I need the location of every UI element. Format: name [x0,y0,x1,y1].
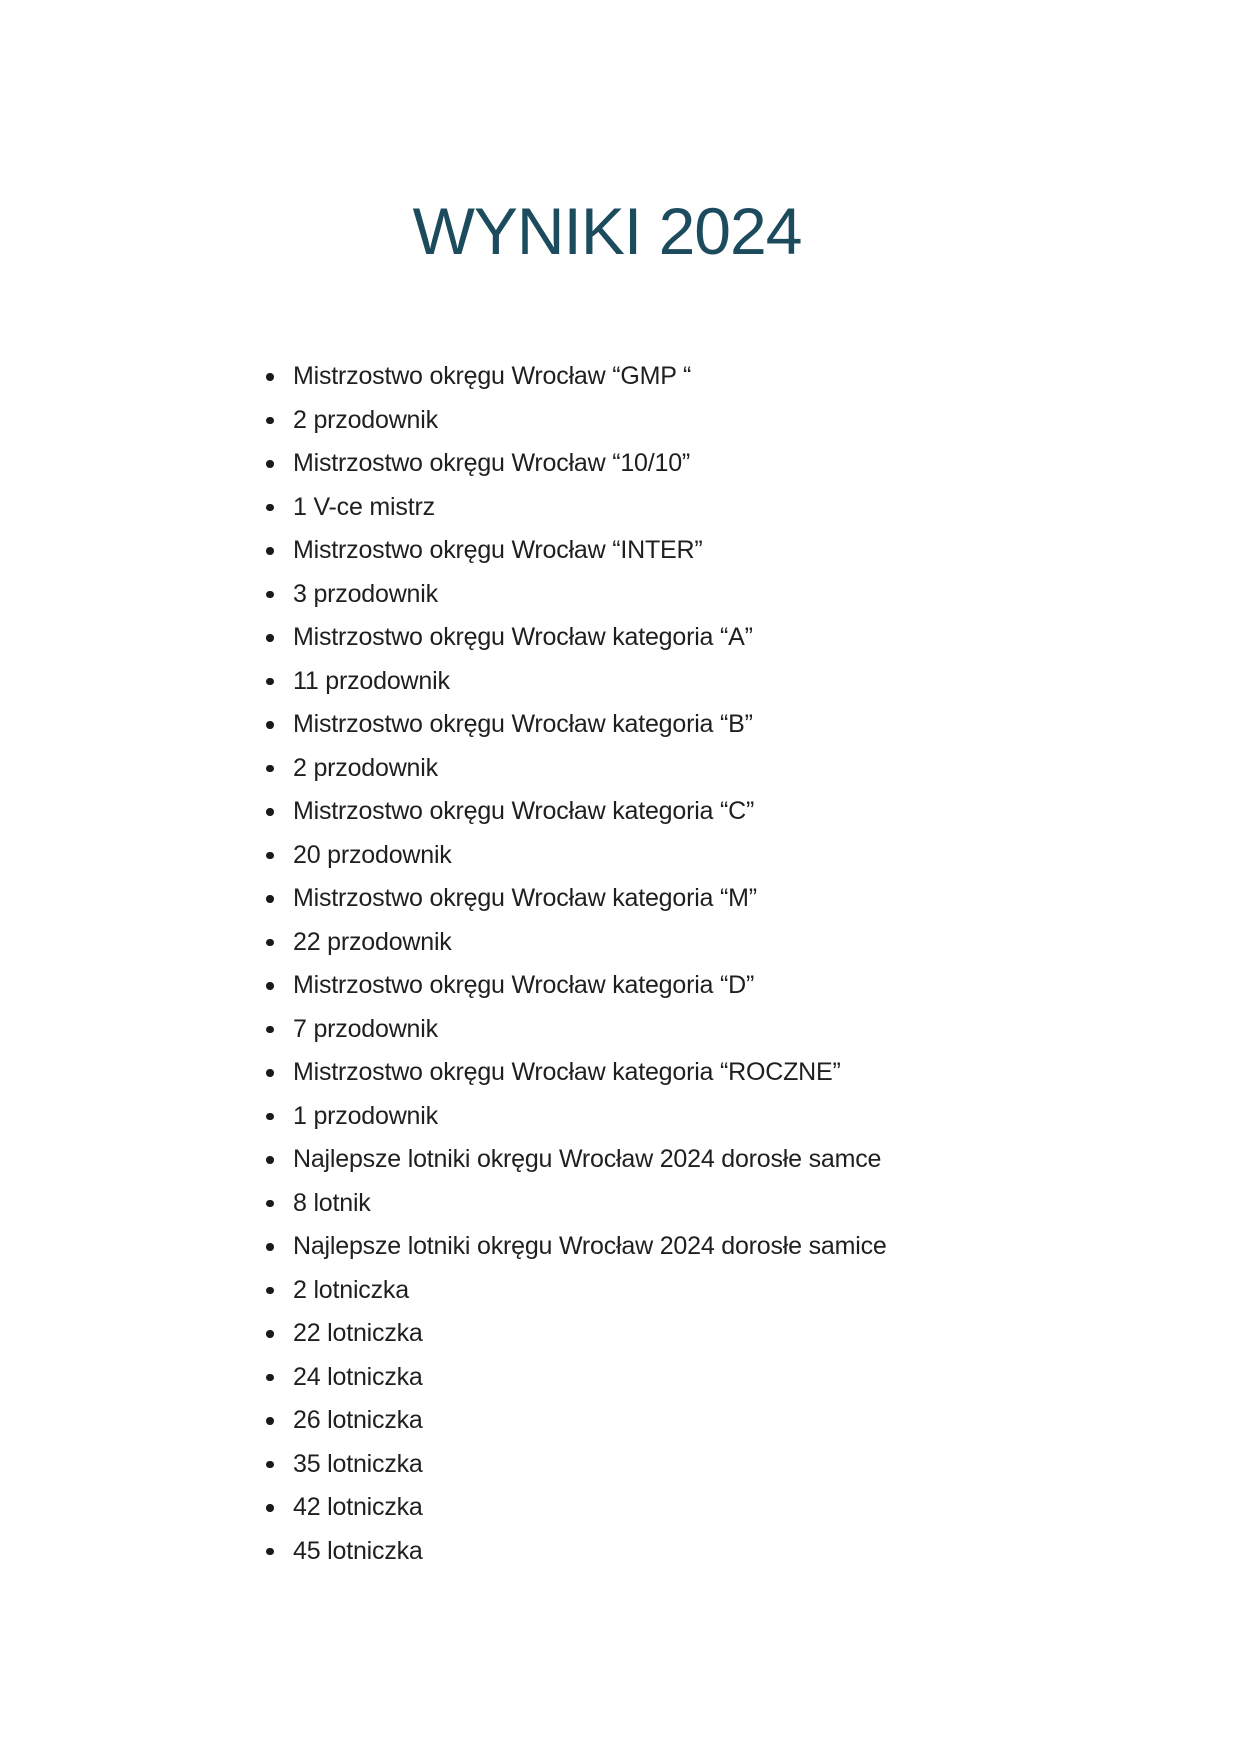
list-item-text: 20 przodownik [293,840,452,869]
bullet-icon [266,1069,274,1077]
list-item-text: 22 przodownik [293,927,452,956]
list-item-text: 35 lotniczka [293,1449,423,1478]
bullet-icon [266,1330,274,1338]
list-item [266,1051,1126,1095]
list-item [266,1312,1126,1356]
list-item [266,1399,1126,1443]
bullet-icon [266,765,274,773]
bullet-icon [266,460,274,468]
bullet-icon [266,1243,274,1251]
bullet-icon [266,808,274,816]
list-item-text: Mistrzostwo okręgu Wrocław “GMP “ [293,362,692,390]
list-item-text: Mistrzostwo okręgu Wrocław kategoria “B” [293,710,753,738]
list-item-text: 45 lotniczka [293,1536,423,1565]
bullet-icon [266,1200,274,1208]
bullet-icon [266,721,274,729]
results-list [266,355,1126,1573]
bullet-icon [266,1417,274,1425]
bullet-icon [266,373,274,381]
list-item [266,529,1126,573]
bullet-icon [266,1548,274,1556]
list-item [266,1008,1126,1052]
list-item-text: 11 przodownik [293,666,450,695]
bullet-icon [266,939,274,947]
list-item [266,1269,1126,1313]
list-item [266,1486,1126,1530]
list-item [266,790,1126,834]
list-item [266,399,1126,443]
bullet-icon [266,1374,274,1382]
page-title: WYNIKI 2024 [412,194,802,268]
list-item [266,1182,1126,1226]
list-item-text: Mistrzostwo okręgu Wrocław kategoria “ROCZNE” [293,1058,841,1086]
list-item-text: Mistrzostwo okręgu Wrocław kategoria “C” [293,797,755,825]
list-item [266,1356,1126,1400]
list-item-text: Mistrzostwo okręgu Wrocław kategoria “M” [293,884,757,912]
list-item-text: Mistrzostwo okręgu Wrocław “10/10” [293,449,691,477]
list-item [266,1095,1126,1139]
bullet-icon [266,591,274,599]
bullet-icon [266,852,274,860]
list-item [266,1225,1126,1269]
list-item-text: 2 lotniczka [293,1275,409,1304]
list-item-text: 26 lotniczka [293,1406,423,1434]
list-item [266,1530,1126,1574]
list-item [266,747,1126,791]
bullet-icon [266,1287,274,1295]
list-item-text: 3 przodownik [293,579,438,608]
list-item-text: 1 V-ce mistrz [293,492,435,521]
list-item-text: 2 przodownik [293,405,438,434]
list-item [266,442,1126,486]
list-item [266,1443,1126,1487]
list-item [266,573,1126,617]
list-item-text: 8 lotnik [293,1188,371,1217]
list-item [266,616,1126,660]
list-item-text: Mistrzostwo okręgu Wrocław kategoria “A” [293,623,753,651]
bullet-icon [266,1113,274,1121]
list-item-text: Najlepsze lotniki okręgu Wrocław 2024 dorosłe samice [293,1232,887,1260]
list-item [266,877,1126,921]
bullet-icon [266,678,274,686]
list-item-text: 24 lotniczka [293,1362,423,1391]
list-item-text: 7 przodownik [293,1014,438,1043]
list-item-text: 22 lotniczka [293,1319,423,1347]
list-item [266,964,1126,1008]
list-item-text: 2 przodownik [293,753,438,782]
list-item [266,355,1126,399]
bullet-icon [266,547,274,555]
list-item [266,660,1126,704]
bullet-icon [266,417,274,425]
list-item [266,486,1126,530]
list-item-text: Mistrzostwo okręgu Wrocław “INTER” [293,536,703,564]
bullet-icon [266,1156,274,1164]
bullet-icon [266,1026,274,1034]
list-item-text: Najlepsze lotniki okręgu Wrocław 2024 dorosłe samce [293,1145,882,1173]
list-item [266,921,1126,965]
list-item-text: 1 przodownik [293,1101,438,1130]
list-item [266,1138,1126,1182]
bullet-icon [266,982,274,990]
bullet-icon [266,504,274,512]
bullet-icon [266,1461,274,1469]
bullet-icon [266,634,274,642]
list-item [266,834,1126,878]
list-item [266,703,1126,747]
bullet-icon [266,895,274,903]
list-item-text: 42 lotniczka [293,1493,423,1521]
list-item-text: Mistrzostwo okręgu Wrocław kategoria “D” [293,971,755,999]
bullet-icon [266,1504,274,1512]
